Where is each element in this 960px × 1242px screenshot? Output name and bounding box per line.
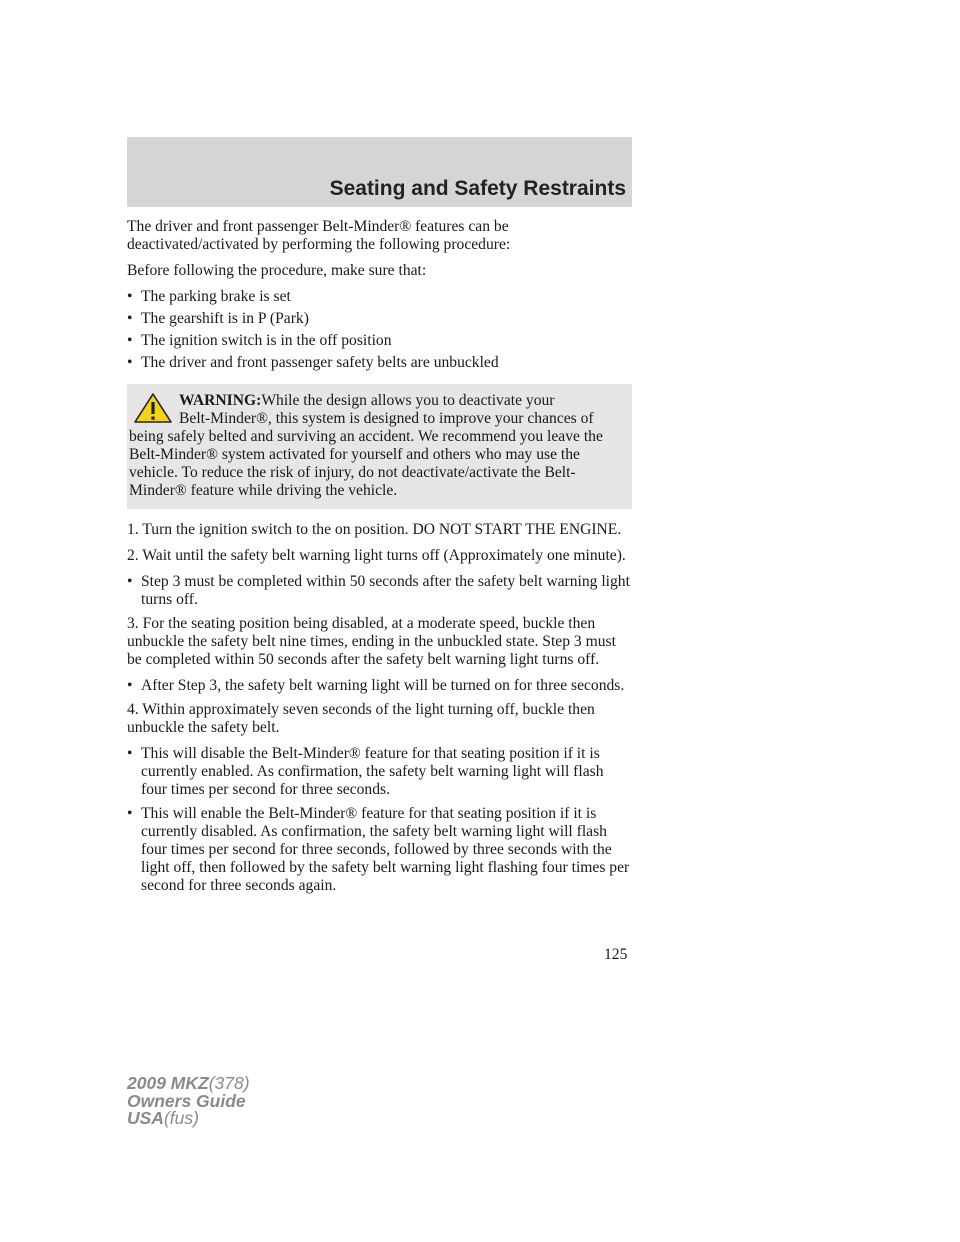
warning-line-1: While the design allows you to deactivate your: [261, 392, 555, 409]
warning-line-2: Belt-Minder®, this system is designed to improve your chances of: [179, 410, 594, 427]
intro-paragraph: The driver and front passenger Belt-Minder® features can be deactivated/activated by performing the following procedure:: [127, 218, 511, 253]
section-header-band: [127, 137, 632, 207]
step-3: 3. For the seating position being disabled, at a moderate speed, buckle then unbuckle the safety belt nine times, ending in the unbuckled state. Step 3 must be completed within 50 seconds after the safety belt warning light turns off.: [127, 615, 616, 668]
warning-triangle-icon: [133, 392, 173, 424]
step-3-note: • After Step 3, the safety belt warning light will be turned on for three seconds.: [127, 677, 632, 695]
section-title: Seating and Safety Restraints: [329, 177, 626, 200]
document-footer: [127, 1075, 250, 1128]
list-item: • The parking brake is set: [127, 288, 632, 306]
step-2-note: • Step 3 must be completed within 50 seconds after the safety belt warning light turns off.: [127, 573, 632, 609]
warning-box: [127, 384, 632, 509]
step-4-note-disable: • This will disable the Belt-Minder® feature for that seating position if it is currently enabled. As confirmation, the safety belt warning light will flash four times per second for three seconds.: [127, 745, 632, 799]
step-1: 1. Turn the ignition switch to the on position. DO NOT START THE ENGINE.: [127, 521, 622, 538]
warning-first-line: [129, 392, 628, 410]
list-item: • The ignition switch is in the off position: [127, 332, 632, 350]
footer-guide: Owners Guide: [127, 1090, 246, 1111]
list-item: • The driver and front passenger safety belts are unbuckled: [127, 354, 632, 372]
warning-label: WARNING:: [179, 392, 262, 409]
footer-line-3: [127, 1110, 250, 1128]
footer-region-code: (fus): [163, 1108, 199, 1128]
list-item: • The gearshift is in P (Park): [127, 310, 632, 328]
prereq-intro: Before following the procedure, make sure that:: [127, 262, 427, 279]
footer-model: 2009 MKZ: [127, 1073, 209, 1093]
prereq-list: [127, 288, 632, 372]
step-4-note-enable: • This will enable the Belt-Minder® feature for that seating position if it is currently disabled. As confirmation, the safety belt warning light will flash four times per second for three seconds, followed by three seconds with the light off, then followed by the safety belt warning light flashing four times per second for three seconds again.: [127, 805, 632, 895]
step-2: 2. Wait until the safety belt warning light turns off (Approximately one minute).: [127, 547, 626, 564]
page-content: [127, 218, 632, 901]
footer-model-code: (378): [208, 1073, 250, 1093]
footer-region: USA: [127, 1108, 164, 1128]
page-number: 125: [604, 946, 628, 963]
warning-body: being safely belted and surviving an accident. We recommend you leave the Belt-Minder® system activated for yourself and others who may use the vehicle. To reduce the risk of injury, do not deactivate/activate the Belt-Minder® feature while driving the vehicle.: [129, 428, 603, 499]
step-4: 4. Within approximately seven seconds of the light turning off, buckle then unbuckle the safety belt.: [127, 701, 595, 736]
